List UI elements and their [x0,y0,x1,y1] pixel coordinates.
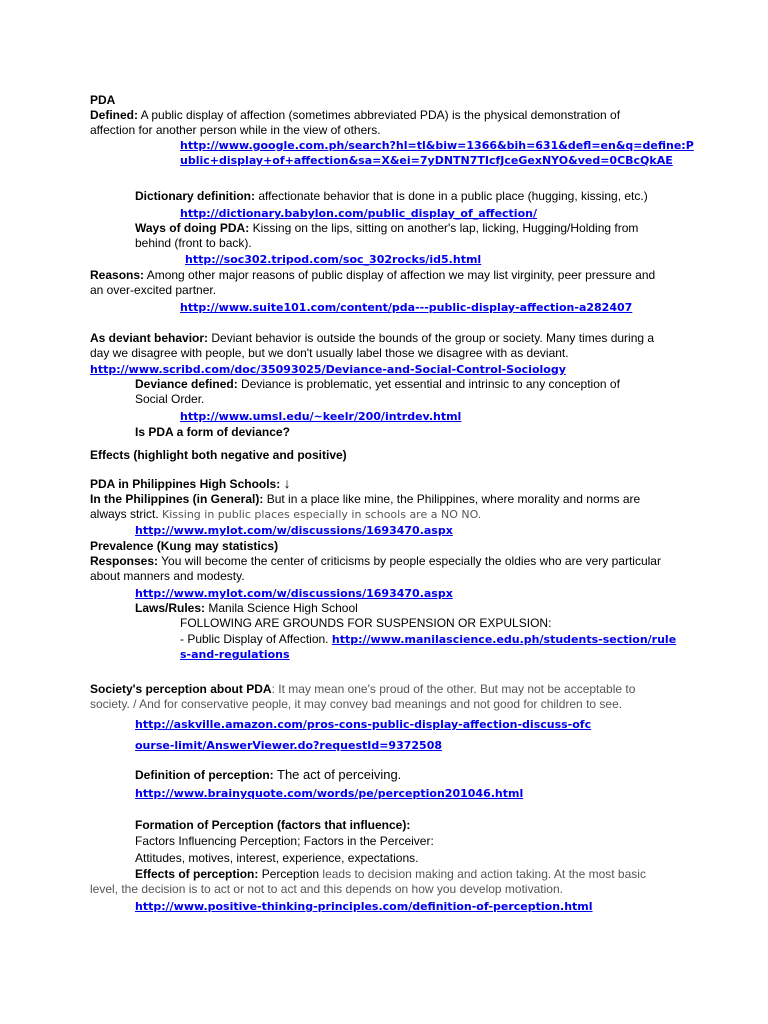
is-pda-deviance: Is PDA a form of deviance? [135,425,290,439]
prevalence-heading: Prevalence (Kung may statistics) [90,539,279,553]
link-mylot-2[interactable]: http://www.mylot.com/w/discussions/1693470.aspx [135,587,453,600]
defined-paragraph: Defined: A public display of affection (sometimes abbreviated PDA) is the physical demonstration of affection for another person while in the view of others. [90,108,621,137]
link-google[interactable]: http://www.google.com.ph/search?hl=tl&biw=1366&bih=631&defl=en&q=define:Public+display+of+affection&sa=X&ei=7yDNTN7TIcfJceGexNYO&ved=0CBcQkAE [180,139,694,167]
link-brainyquote[interactable]: http://www.brainyquote.com/words/pe/perception201046.html [135,787,524,800]
in-the-philippines: In the Philippines (in General): But in a place like mine, the Philippines, where morality and norms are always strict. Kissing in public places especially in schools are a NO NO. [90,492,641,521]
link-positive-thinking[interactable]: http://www.positive-thinking-principles.com/definition-of-perception.html [135,900,593,913]
heading-pda: PDA [90,93,116,107]
link-manilascience[interactable]: http://www.manilascience.edu.ph/students-section/rules-and-regulations [180,633,677,661]
link-mylot-1[interactable]: http://www.mylot.com/w/discussions/1693470.aspx [135,524,453,537]
dictionary-definition: Dictionary definition: affectionate behavior that is done in a public place (hugging, kissing, etc.) [135,189,648,203]
pda-rule-item: - Public Display of Affection. http://www.manilascience.edu.ph/students-section/rules-and-regulations [180,632,677,661]
deviant-behavior-paragraph: As deviant behavior: Deviant behavior is outside the bounds of the group or society. Many times during a day we disagree with people, but we don't usually label those we disagree with as deviant. [90,331,655,360]
deviance-defined: Deviance defined: Deviance is problematic, yet essential and intrinsic to any conception of Social Order. [135,377,620,406]
factors-line-2: Attitudes, motives, interest, experience, expectations. [135,851,419,865]
link-umsl[interactable]: http://www.umsl.edu/~keelr/200/intrdev.html [180,410,462,423]
formation-of-perception: Formation of Perception (factors that influence): [135,818,411,832]
ways-of-doing-pda: Ways of doing PDA: Kissing on the lips, sitting on another's lap, licking, Hugging/Holding from behind (front to back). [135,221,639,250]
link-babylon[interactable]: http://dictionary.babylon.com/public_display_of_affection/ [180,207,537,220]
effects-heading: Effects (highlight both negative and positive) [90,448,347,462]
link-tripod[interactable]: http://soc302.tripod.com/soc_302rocks/id5.html [185,253,482,266]
link-askville[interactable]: http://askville.amazon.com/pros-cons-public-display-affection-discuss-ofcourse-limit/AnswerViewer.do?requestId=9372508 [135,718,592,752]
pda-philippines-high-schools: PDA in Philippines High Schools: ↓ [90,475,291,491]
link-suite101[interactable]: http://www.suite101.com/content/pda---public-display-affection-a282407 [180,301,633,314]
grounds-heading: FOLLOWING ARE GROUNDS FOR SUSPENSION OR EXPULSION: [180,616,552,630]
effects-of-perception: Effects of perception: Perception leads to decision making and action taking. At the most basic level, the decision is to act or not to act and this depends on how you develop motivation. [90,867,646,896]
reasons-paragraph: Reasons: Among other major reasons of public display of affection we may list virginity, peer pressure and an over-excited partner. [90,268,656,297]
factors-line-1: Factors Influencing Perception; Factors in the Perceiver: [135,834,434,848]
down-arrow-icon: ↓ [283,475,291,491]
laws-rules: Laws/Rules: Manila Science High School [135,601,358,615]
responses-paragraph: Responses: You will become the center of criticisms by people especially the oldies who are very particular about manners and modesty. [90,554,661,583]
link-scribd[interactable]: http://www.scribd.com/doc/35093025/Deviance-and-Social-Control-Sociology [90,363,566,376]
definition-of-perception: Definition of perception: The act of perceiving. [135,767,402,782]
society-perception-paragraph: Society's perception about PDA: It may mean one's proud of the other. But may not be acceptable to society. / And for conservative people, it may convey bad meanings and not good for children to see. [90,682,636,711]
